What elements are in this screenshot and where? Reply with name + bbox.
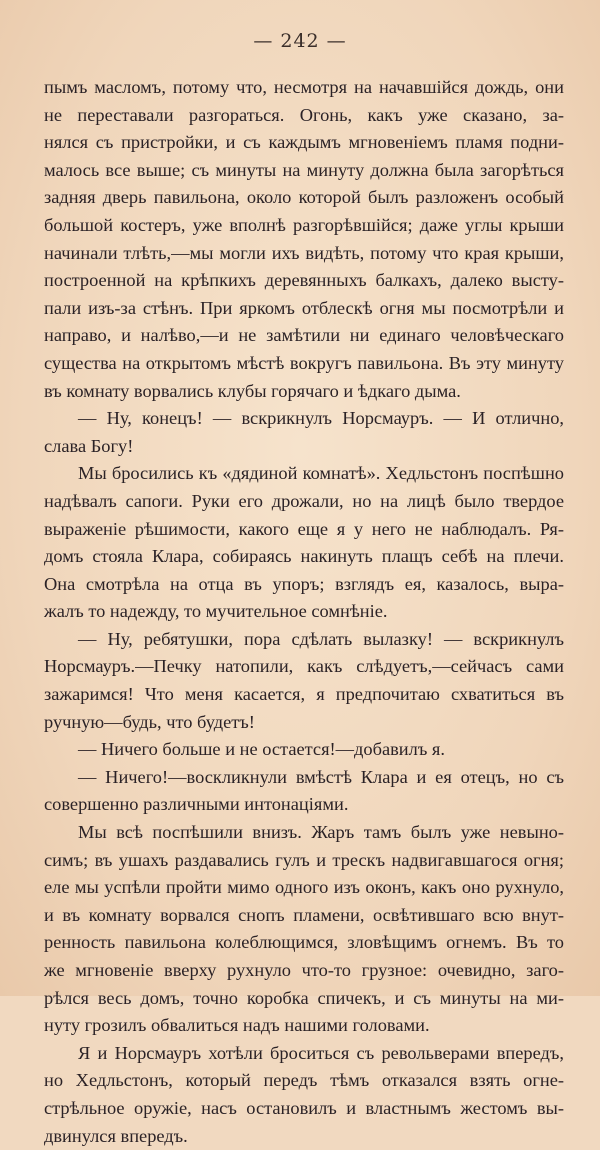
text-line: выраженiе рѣшимости, какого еще я у него не наблюдалъ. Ря- — [44, 518, 564, 539]
text-line: надѣвалъ сапоги. Руки его дрожали, но на лицѣ было твердое — [44, 490, 564, 511]
text-line: еле мы успѣли пройти мимо одного изъ оконъ, какъ оно рухнуло, — [44, 877, 564, 898]
text-line: большой костеръ, уже вполнѣ разгорѣвшiйся; даже углы крыши — [44, 214, 564, 235]
text-line: направо, и налѣво,—и не замѣтили ни единаго человѣческаго — [44, 325, 564, 346]
text-line: пали изъ-за стѣнъ. При яркомъ отблескѣ огня мы посмотрѣли и — [44, 297, 564, 318]
text-line: но Хедльстонъ, который передъ тѣмъ отказался взять огне- — [44, 1070, 564, 1091]
text-line: нялся съ пристройки, и съ каждымъ мгновенiемъ пламя подни- — [44, 132, 564, 153]
text-line: пымъ масломъ, потому что, несмотря на начавшiйся дождь, они — [44, 77, 564, 97]
text-line: начинали тлѣть,—мы могли ихъ видѣть, потому что края крыши, — [44, 242, 564, 263]
text-line: — Ничего больше и не остается!—добавилъ я. — [78, 739, 445, 760]
text-line: существа на открытомъ мѣстѣ вокругъ павильона. Въ эту минуту — [44, 352, 564, 373]
text-line: жалъ то надежду, то мучительное сомнѣнiе. — [44, 601, 388, 622]
page-number: — 242 — — [253, 30, 347, 52]
text-line: домъ стояла Клара, собираясь накинуть плащъ себѣ на плечи. — [44, 546, 564, 567]
text-line: Мы бросились къ «дядиной комнатѣ». Хедльстонъ поспѣшно — [78, 463, 564, 484]
text-line: же мгновенiе вверху рухнуло что-то грузное: очевидно, заго- — [44, 960, 564, 980]
text-line: Я и Норсмауръ хотѣли броситься съ револьверами впередъ, — [78, 1042, 564, 1063]
text-line: Мы всѣ поспѣшили внизъ. Жаръ тамъ былъ уже невыно- — [78, 822, 564, 843]
text-line: — Ну, конецъ! — вскрикнулъ Норсмауръ. — И отлично, — [78, 408, 564, 429]
text-line: зажаримся! Что меня касается, я предпочитаю схватиться въ — [44, 684, 564, 705]
body-text — [44, 74, 564, 1150]
text-line: не переставали разгораться. Огонь, какъ уже сказано, за- — [44, 104, 564, 125]
text-line: Норсмауръ.—Печку натопили, какъ слѣдуетъ,—сейчасъ сами — [44, 656, 564, 677]
text-line: задняя дверь павильона, около которой былъ разложенъ особый — [44, 187, 564, 208]
text-line: — Ничего!—воскликнули вмѣстѣ Клара и ея отецъ, но съ — [78, 766, 564, 787]
text-line: совершенно различными интонацiями. — [44, 794, 349, 815]
text-line: ручную—будь, что будетъ! — [44, 711, 255, 732]
text-line: — Ну, ребятушки, пора сдѣлать вылазку! — вскрикнулъ — [78, 628, 564, 649]
text-line: двинулся впередъ. — [44, 1125, 188, 1146]
text-line: и въ комнату ворвался снопъ пламени, освѣтившаго всю внут- — [44, 904, 564, 925]
text-line: въ комнату ворвались клубы горячаго и ѣдкаго дыма. — [44, 380, 461, 401]
text-line: построенной на крѣпкихъ деревянныхъ балкахъ, далеко высту- — [44, 270, 564, 291]
text-line: малось все выше; съ минуты на минуту должна была загорѣться — [44, 159, 564, 180]
text-line: ренность павильона колеблющимся, зловѣщимъ огнемъ. Въ то — [44, 932, 564, 953]
text-line: Она смотрѣла на отца въ упоръ; взглядъ ея, казалось, выра- — [44, 573, 564, 594]
text-line: рѣлся весь домъ, точно коробка спичекъ, и съ минуты на ми- — [44, 987, 564, 1008]
text-line: стрѣльное оружiе, насъ остановилъ и властнымъ жестомъ вы- — [44, 1097, 564, 1118]
text-line: слава Богу! — [44, 435, 134, 456]
text-line: нуту грозилъ обвалиться надъ нашими головами. — [44, 1015, 430, 1036]
text-line: симъ; въ ушахъ раздавались гулъ и трескъ надвигавшагося огня; — [44, 849, 564, 870]
